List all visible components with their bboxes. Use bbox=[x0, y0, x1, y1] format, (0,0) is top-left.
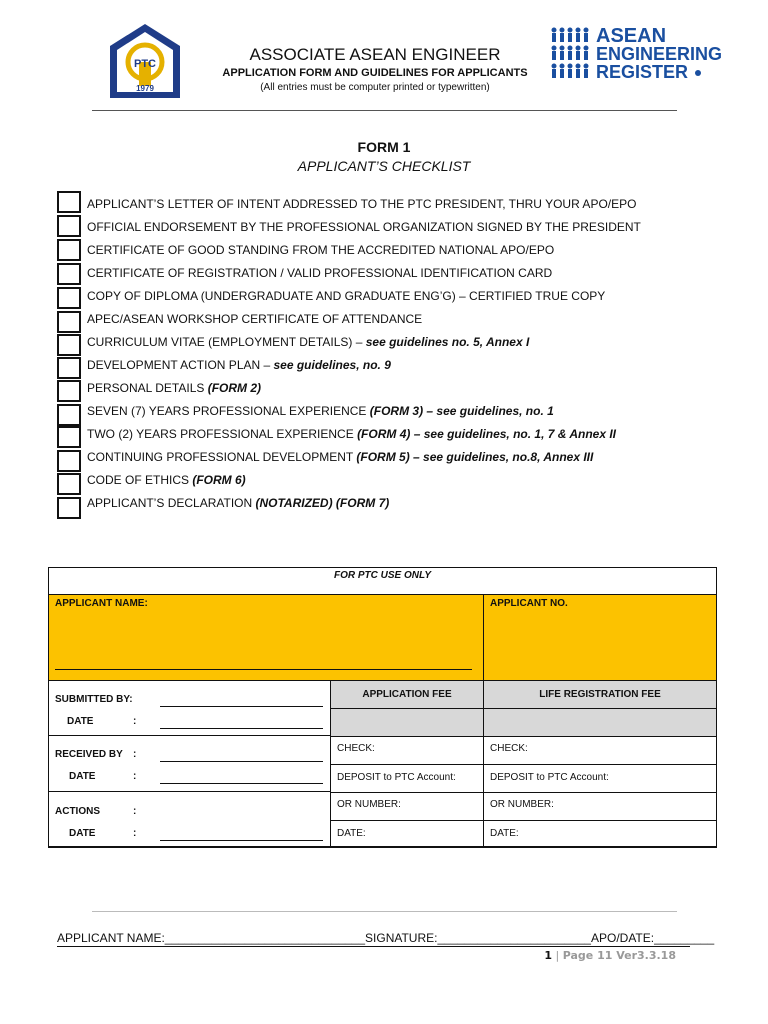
submitted-by-cell bbox=[48, 680, 331, 736]
checklist-item-text: CERTIFICATE OF GOOD STANDING FROM THE ACCREDITED NATIONAL APO/EPO bbox=[87, 243, 555, 257]
checklist-item-reference: (FORM 6) bbox=[192, 473, 246, 487]
checklist-item-label bbox=[87, 381, 261, 395]
checklist-item-reference: see guidelines, no. 9 bbox=[273, 358, 391, 372]
application-fee-header bbox=[330, 680, 484, 709]
checklist-item-label bbox=[87, 335, 529, 349]
checklist-item-text: COPY OF DIPLOMA (UNDERGRADUATE AND GRADUATE ENG’G) – CERTIFIED TRUE COPY bbox=[87, 289, 606, 303]
page-number bbox=[450, 949, 676, 962]
submitted-by-label: SUBMITTED BY: bbox=[55, 694, 133, 705]
signature-underline bbox=[57, 946, 690, 947]
document-subtitle: APPLICATION FORM AND GUIDELINES FOR APPLICANTS bbox=[222, 67, 528, 79]
received-by-field[interactable] bbox=[160, 761, 323, 762]
actions-label: ACTIONS bbox=[55, 806, 100, 817]
ptc-table-title: FOR PTC USE ONLY bbox=[333, 570, 432, 581]
app-fee-check-label: CHECK: bbox=[337, 743, 375, 754]
signature-line[interactable]: APPLICANT NAME:______________________________SIGNATURE:_______________________APO/DATE:_________ bbox=[57, 931, 715, 945]
received-date-colon: : bbox=[133, 771, 137, 782]
checklist-item-text: PERSONAL DETAILS bbox=[87, 381, 208, 395]
page-number-value: 1 bbox=[544, 949, 553, 962]
aer-logo-line3: REGISTER bbox=[596, 62, 689, 82]
app-fee-or-number-label: OR NUMBER: bbox=[337, 799, 401, 810]
checklist-item-text: CURRICULUM VITAE (EMPLOYMENT DETAILS) – bbox=[87, 335, 366, 349]
checklist-item-label bbox=[87, 220, 641, 234]
life-fee-deposit-cell[interactable] bbox=[483, 764, 717, 793]
ptc-logo-text: PTC bbox=[134, 58, 156, 70]
checklist-item-label bbox=[87, 450, 593, 464]
aer-logo bbox=[548, 24, 732, 90]
people-figures-icon bbox=[552, 28, 589, 79]
star-icon bbox=[695, 70, 701, 76]
life-fee-check-cell[interactable] bbox=[483, 736, 717, 765]
application-fee-label: APPLICATION FEE bbox=[362, 689, 452, 700]
life-fee-date-cell[interactable] bbox=[483, 820, 717, 848]
checklist-checkbox[interactable] bbox=[57, 263, 81, 285]
page-version: Page 11 Ver3.3.18 bbox=[562, 949, 676, 962]
life-registration-fee-label: LIFE REGISTRATION FEE bbox=[539, 689, 661, 700]
app-fee-deposit-label: DEPOSIT to PTC Account: bbox=[337, 772, 456, 783]
aer-logo-line2: ENGINEERING bbox=[596, 44, 723, 64]
life-fee-or-number-label: OR NUMBER: bbox=[490, 799, 554, 810]
checklist-checkbox[interactable] bbox=[57, 426, 81, 448]
checklist-item-text: APPLICANT’S LETTER OF INTENT ADDRESSED TO THE PTC PRESIDENT, THRU YOUR APO/EPO bbox=[87, 197, 637, 211]
checklist-item-text: CODE OF ETHICS bbox=[87, 473, 193, 487]
checklist-checkbox[interactable] bbox=[57, 334, 81, 356]
document-title: ASSOCIATE ASEAN ENGINEER bbox=[249, 45, 501, 64]
checklist-item-text: CONTINUING PROFESSIONAL DEVELOPMENT bbox=[87, 450, 357, 464]
life-registration-fee-header bbox=[483, 680, 717, 709]
life-fee-check-label: CHECK: bbox=[490, 743, 528, 754]
footer-divider bbox=[92, 911, 677, 912]
checklist-checkbox[interactable] bbox=[57, 191, 81, 213]
actions-date-field[interactable] bbox=[160, 840, 323, 841]
ptc-logo bbox=[106, 22, 184, 100]
checklist-item-text: OFFICIAL ENDORSEMENT BY THE PROFESSIONAL ORGANIZATION SIGNED BY THE PRESIDENT bbox=[87, 220, 641, 234]
checklist-item-text: DEVELOPMENT ACTION PLAN – bbox=[87, 358, 274, 372]
app-fee-deposit-cell[interactable] bbox=[330, 764, 484, 793]
submitted-date-colon: : bbox=[133, 716, 137, 727]
applicant-no-label: APPLICANT NO. bbox=[490, 598, 568, 609]
received-date-field[interactable] bbox=[160, 783, 323, 784]
checklist-checkbox[interactable] bbox=[57, 473, 81, 495]
header-divider bbox=[92, 110, 677, 111]
checklist-checkbox[interactable] bbox=[57, 239, 81, 261]
checklist-checkbox[interactable] bbox=[57, 404, 81, 426]
checklist-item-label bbox=[87, 266, 552, 280]
checklist-checkbox[interactable] bbox=[57, 215, 81, 237]
app-fee-date-label: DATE: bbox=[337, 828, 366, 839]
app-fee-check-cell[interactable] bbox=[330, 736, 484, 765]
document-note: (All entries must be computer printed or typewritten) bbox=[260, 82, 490, 93]
received-by-cell bbox=[48, 735, 331, 792]
checklist-checkbox[interactable] bbox=[57, 450, 81, 472]
actions-date-colon: : bbox=[133, 828, 137, 839]
checklist-checkbox[interactable] bbox=[57, 311, 81, 333]
life-fee-deposit-label: DEPOSIT to PTC Account: bbox=[490, 772, 609, 783]
actions-date-label: DATE bbox=[69, 828, 96, 839]
checklist-item-reference: see guidelines no. 5, Annex I bbox=[365, 335, 530, 349]
checklist-item-reference: (FORM 4) – see guidelines, no. 1, 7 & Annex II bbox=[357, 427, 617, 441]
app-fee-or-number-cell[interactable] bbox=[330, 792, 484, 821]
checklist-checkbox[interactable] bbox=[57, 287, 81, 309]
form-number: FORM 1 bbox=[357, 139, 411, 155]
submitted-date-label: DATE bbox=[67, 716, 94, 727]
actions-colon: : bbox=[133, 806, 137, 817]
checklist-item-label bbox=[87, 427, 616, 441]
applicant-name-label: APPLICANT NAME: bbox=[55, 598, 148, 609]
life-fee-amount-cell[interactable] bbox=[483, 708, 717, 737]
ptc-logo-year: 1979 bbox=[136, 84, 154, 93]
checklist-item-label bbox=[87, 358, 391, 372]
checklist-item-label bbox=[87, 289, 605, 303]
checklist-item-reference: (FORM 3) – see guidelines, no. 1 bbox=[369, 404, 554, 418]
app-fee-date-cell[interactable] bbox=[330, 820, 484, 848]
checklist-item-label bbox=[87, 312, 422, 326]
page-number-separator: | bbox=[555, 949, 560, 962]
checklist-item-reference: (FORM 2) bbox=[207, 381, 262, 395]
checklist-item-text: SEVEN (7) YEARS PROFESSIONAL EXPERIENCE bbox=[87, 404, 370, 418]
submitted-date-field[interactable] bbox=[160, 728, 323, 729]
form-name: APPLICANT’S CHECKLIST bbox=[297, 158, 471, 174]
checklist-item-text: TWO (2) YEARS PROFESSIONAL EXPERIENCE bbox=[87, 427, 358, 441]
checklist-checkbox[interactable] bbox=[57, 497, 81, 519]
checklist-item-text: APEC/ASEAN WORKSHOP CERTIFICATE OF ATTENDANCE bbox=[87, 312, 423, 326]
checklist-checkbox[interactable] bbox=[57, 380, 81, 402]
ptc-use-table bbox=[48, 567, 717, 847]
received-date-label: DATE bbox=[69, 771, 96, 782]
submitted-by-field[interactable] bbox=[160, 706, 323, 707]
application-fee-amount-cell[interactable] bbox=[330, 708, 484, 737]
ptc-table-title-cell bbox=[48, 567, 717, 595]
applicant-name-line bbox=[55, 669, 472, 670]
aer-logo-line1: ASEAN bbox=[596, 25, 667, 47]
actions-cell bbox=[48, 791, 331, 848]
checklist-item-label bbox=[87, 473, 246, 487]
checklist-item-label bbox=[87, 404, 554, 418]
applicant-no-cell[interactable] bbox=[483, 594, 717, 681]
received-by-colon: : bbox=[133, 749, 137, 760]
checklist-checkbox[interactable] bbox=[57, 357, 81, 379]
checklist-item-text: APPLICANT’S DECLARATION bbox=[87, 496, 256, 510]
received-by-label: RECEIVED BY bbox=[55, 749, 123, 760]
life-fee-or-number-cell[interactable] bbox=[483, 792, 717, 821]
life-fee-date-label: DATE: bbox=[490, 828, 519, 839]
checklist-item-reference: (FORM 5) – see guidelines, no.8, Annex III bbox=[356, 450, 594, 464]
checklist-item-label bbox=[87, 496, 389, 510]
applicant-name-cell[interactable] bbox=[48, 594, 484, 681]
checklist-item-reference: (NOTARIZED) (FORM 7) bbox=[255, 496, 390, 510]
checklist-item-text: CERTIFICATE OF REGISTRATION / VALID PROFESSIONAL IDENTIFICATION CARD bbox=[87, 266, 553, 280]
checklist-item-label bbox=[87, 197, 636, 211]
checklist-item-label bbox=[87, 243, 554, 257]
